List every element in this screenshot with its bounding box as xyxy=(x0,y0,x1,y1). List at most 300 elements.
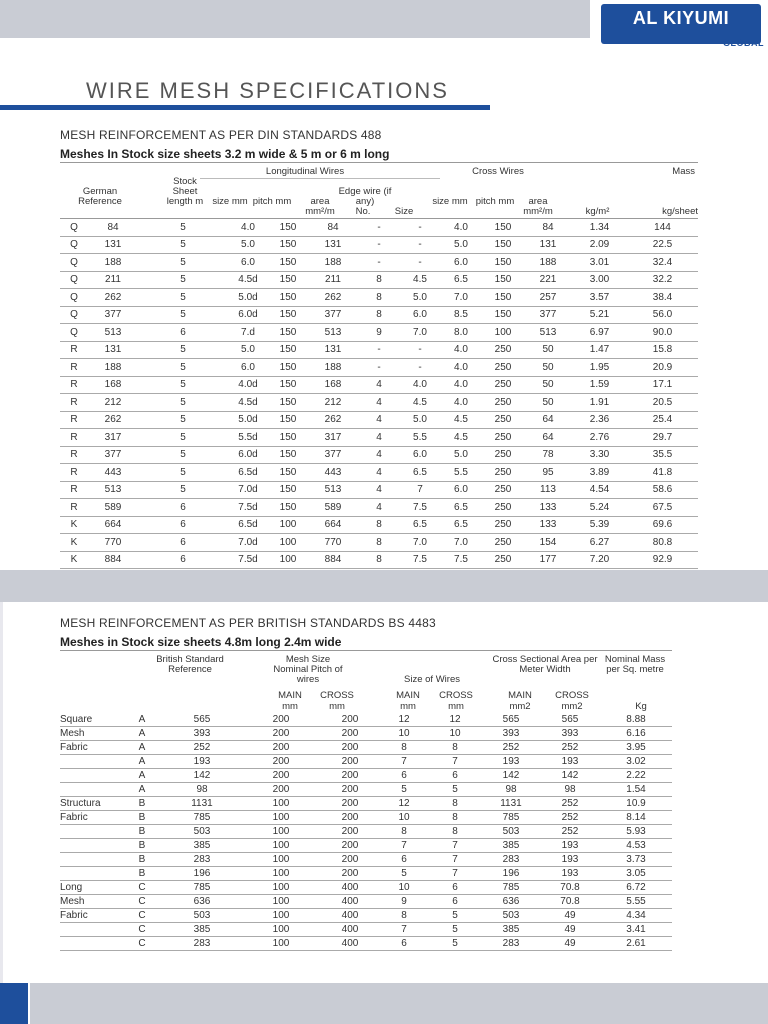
din-row xyxy=(60,481,698,499)
bs-row xyxy=(60,909,672,923)
din-header-edge-no: No. xyxy=(355,206,371,217)
din-header-mass: Mass xyxy=(672,166,695,177)
din-cell: 4.5 xyxy=(440,411,482,429)
bs-cell: 252 xyxy=(540,741,600,755)
din-header-edge-size: Size xyxy=(394,206,414,217)
din-cell: - xyxy=(400,341,440,359)
bs-cell: 8 xyxy=(380,825,428,839)
bs-cell: 200 xyxy=(320,727,380,741)
bs-cell: 142 xyxy=(482,769,540,783)
din-header-german-ref: German Reference xyxy=(78,186,122,207)
din-cell: 8.5 xyxy=(440,306,482,324)
bs-cell: 283 xyxy=(162,853,242,867)
din-cell: 1.91 xyxy=(572,394,627,412)
bs-cell: 400 xyxy=(320,937,380,951)
din-cell: 5 xyxy=(138,411,228,429)
bs-cell: 49 xyxy=(540,937,600,951)
din-cell: 84 xyxy=(524,219,572,236)
din-cell: 64 xyxy=(524,411,572,429)
bs-cell: B xyxy=(122,839,162,853)
din-cell: 1.95 xyxy=(572,359,627,377)
bs-cell xyxy=(60,825,122,839)
din-row xyxy=(60,376,698,394)
bs-cell: 100 xyxy=(242,853,320,867)
din-header-top-rule xyxy=(60,162,698,163)
bs-cell: 1131 xyxy=(162,797,242,811)
bs-cell: 785 xyxy=(162,811,242,825)
bs-section-subtitle: Meshes in Stock size sheets 4.8m long 2.4m wide xyxy=(60,635,342,649)
bs-cell: 252 xyxy=(482,741,540,755)
din-cell: R xyxy=(60,499,88,517)
din-cell: - xyxy=(400,219,440,236)
bs-cell: 283 xyxy=(482,853,540,867)
bs-cell xyxy=(60,937,122,951)
bs-cell: 200 xyxy=(242,769,320,783)
bs-cell: 193 xyxy=(482,755,540,769)
bs-row xyxy=(60,741,672,755)
din-cell: 5.0d xyxy=(228,289,268,307)
din-cell: 664 xyxy=(88,516,138,534)
din-cell: 6.5 xyxy=(400,516,440,534)
bs-cell xyxy=(60,755,122,769)
bs-cell: 252 xyxy=(540,797,600,811)
din-cell: 664 xyxy=(308,516,358,534)
bs-cell: 6 xyxy=(380,853,428,867)
bs-cell: 100 xyxy=(242,811,320,825)
din-cell: 6.0 xyxy=(228,359,268,377)
din-cell: 6.5d xyxy=(228,464,268,482)
bs-cell: 503 xyxy=(482,825,540,839)
din-cell: 513 xyxy=(524,324,572,342)
din-cell: 92.9 xyxy=(627,551,698,569)
bs-cell: 200 xyxy=(320,783,380,797)
din-cell: 7.0d xyxy=(228,534,268,552)
bs-row xyxy=(60,769,672,783)
din-cell: 4.0 xyxy=(228,219,268,236)
brand-subtitle: GLOBAL xyxy=(723,38,764,48)
bs-cell: 98 xyxy=(540,783,600,797)
din-header-stock-sheet: Stock Sheet length m xyxy=(166,176,204,207)
din-cell: 6.0d xyxy=(228,306,268,324)
din-cell: 5.0 xyxy=(400,289,440,307)
din-cell: 150 xyxy=(482,236,524,254)
din-cell: 168 xyxy=(88,376,138,394)
bs-cell xyxy=(60,783,122,797)
bs-cell: 100 xyxy=(242,797,320,811)
din-cell: 150 xyxy=(482,254,524,272)
din-header-cross: Cross Wires xyxy=(472,166,524,177)
din-row xyxy=(60,236,698,254)
bs-cell: 785 xyxy=(162,881,242,895)
din-cell: 4 xyxy=(358,411,400,429)
bs-row xyxy=(60,755,672,769)
bs-cell: A xyxy=(122,783,162,797)
bs-cell: 8 xyxy=(428,825,482,839)
din-cell: 95 xyxy=(524,464,572,482)
din-cell: 100 xyxy=(268,551,308,569)
din-row xyxy=(60,534,698,552)
bs-cell: 7 xyxy=(380,839,428,853)
bs-cell: B xyxy=(122,867,162,881)
bs-cell: 5 xyxy=(380,783,428,797)
din-cell: 250 xyxy=(482,376,524,394)
bs-cell: 6.16 xyxy=(600,727,672,741)
bs-cell: 6.72 xyxy=(600,881,672,895)
din-cell: 5 xyxy=(138,219,228,236)
din-cell: 770 xyxy=(88,534,138,552)
bs-cell: 283 xyxy=(482,937,540,951)
bs-cell: 385 xyxy=(482,923,540,937)
din-cell: 50 xyxy=(524,394,572,412)
din-cell: 250 xyxy=(482,394,524,412)
bs-header-main-2: MAIN xyxy=(396,690,420,701)
bs-cell: 5 xyxy=(380,867,428,881)
din-cell: 150 xyxy=(268,341,308,359)
din-cell: 6.5 xyxy=(440,271,482,289)
bs-cell: 4.34 xyxy=(600,909,672,923)
din-cell: 100 xyxy=(268,516,308,534)
bs-cell: 400 xyxy=(320,881,380,895)
din-cell: 6.27 xyxy=(572,534,627,552)
din-row xyxy=(60,446,698,464)
din-cell: 4.0 xyxy=(440,341,482,359)
din-cell: K xyxy=(60,534,88,552)
din-cell: 150 xyxy=(482,271,524,289)
din-cell: 212 xyxy=(308,394,358,412)
bs-cell: 5 xyxy=(428,909,482,923)
din-cell: 6.0 xyxy=(400,306,440,324)
din-cell: 262 xyxy=(88,411,138,429)
din-cell: 8 xyxy=(358,551,400,569)
bs-cell: 12 xyxy=(380,797,428,811)
bs-row xyxy=(60,713,672,727)
din-header-cross-area: area mm²/m xyxy=(523,196,553,217)
brand-name: AL KIYUMI xyxy=(632,8,730,28)
din-cell: 56.0 xyxy=(627,306,698,324)
din-cell: 150 xyxy=(268,499,308,517)
bs-unit-mm-2: mm xyxy=(329,701,345,712)
bs-cell: 142 xyxy=(540,769,600,783)
bs-cell: 1.54 xyxy=(600,783,672,797)
din-cell: 4.0 xyxy=(440,376,482,394)
bs-unit-kg: Kg xyxy=(635,701,647,712)
din-cell: 150 xyxy=(268,394,308,412)
din-cell: 5.0 xyxy=(440,446,482,464)
din-cell: 4.0 xyxy=(400,376,440,394)
bs-cell: 8 xyxy=(380,909,428,923)
din-row xyxy=(60,324,698,342)
din-cell: 35.5 xyxy=(627,446,698,464)
bs-cell: C xyxy=(122,881,162,895)
din-cell: 377 xyxy=(88,306,138,324)
bs-cell: 3.05 xyxy=(600,867,672,881)
bs-cell: 200 xyxy=(242,755,320,769)
din-cell: - xyxy=(358,341,400,359)
bs-cell: 200 xyxy=(320,713,380,727)
bs-cell: 10 xyxy=(428,727,482,741)
din-cell: 6.5 xyxy=(400,464,440,482)
bs-cell: 4.53 xyxy=(600,839,672,853)
din-cell: 6.5d xyxy=(228,516,268,534)
din-cell: 3.57 xyxy=(572,289,627,307)
din-cell: Q xyxy=(60,289,88,307)
din-cell: 1.47 xyxy=(572,341,627,359)
din-cell: 4.5 xyxy=(440,429,482,447)
din-cell: 4 xyxy=(358,464,400,482)
bs-header-area: Cross Sectional Area per Meter Width xyxy=(492,654,598,675)
din-cell: Q xyxy=(60,219,88,236)
din-cell: 4.0 xyxy=(440,394,482,412)
din-cell: 150 xyxy=(268,306,308,324)
bs-row xyxy=(60,825,672,839)
din-cell: 513 xyxy=(308,481,358,499)
din-cell: 5 xyxy=(138,464,228,482)
din-cell: 144 xyxy=(627,219,698,236)
footer-blue-block xyxy=(0,983,28,1024)
bs-unit-mm-1: mm xyxy=(282,701,298,712)
din-cell: 3.00 xyxy=(572,271,627,289)
din-cell: 150 xyxy=(268,324,308,342)
bs-cell: 565 xyxy=(540,713,600,727)
din-cell: 133 xyxy=(524,499,572,517)
din-cell: 770 xyxy=(308,534,358,552)
din-cell: 513 xyxy=(308,324,358,342)
din-row xyxy=(60,341,698,359)
din-cell: 38.4 xyxy=(627,289,698,307)
din-cell: 5.24 xyxy=(572,499,627,517)
din-cell: 377 xyxy=(308,446,358,464)
bs-cell: Fabric xyxy=(60,811,122,825)
din-cell: 154 xyxy=(524,534,572,552)
din-cell: R xyxy=(60,464,88,482)
bs-cell: 200 xyxy=(320,839,380,853)
bs-row xyxy=(60,923,672,937)
din-cell: 7.0 xyxy=(440,289,482,307)
din-cell: 150 xyxy=(268,271,308,289)
bs-cell: 200 xyxy=(242,741,320,755)
din-cell: 15.8 xyxy=(627,341,698,359)
bs-cell xyxy=(60,867,122,881)
din-cell: R xyxy=(60,394,88,412)
din-cell: 8 xyxy=(358,271,400,289)
bs-cell: 3.95 xyxy=(600,741,672,755)
din-cell: 212 xyxy=(88,394,138,412)
bs-cell: 400 xyxy=(320,895,380,909)
bs-cell: C xyxy=(122,895,162,909)
bs-header-mass: Nominal Mass per Sq. metre xyxy=(604,654,666,675)
din-cell: R xyxy=(60,411,88,429)
din-cell: 4.0d xyxy=(228,376,268,394)
din-cell: 377 xyxy=(88,446,138,464)
din-cell: Q xyxy=(60,236,88,254)
bs-cell: 7 xyxy=(428,755,482,769)
din-cell: 4.54 xyxy=(572,481,627,499)
bs-cell: C xyxy=(122,923,162,937)
din-cell: 443 xyxy=(88,464,138,482)
bs-cell: 393 xyxy=(162,727,242,741)
din-table xyxy=(60,219,698,569)
bs-cell: 10 xyxy=(380,727,428,741)
din-cell: - xyxy=(358,254,400,272)
din-row xyxy=(60,464,698,482)
din-cell: 90.0 xyxy=(627,324,698,342)
din-cell: 5.0 xyxy=(400,411,440,429)
bs-cell: 100 xyxy=(242,825,320,839)
din-cell: 131 xyxy=(88,341,138,359)
din-cell: 100 xyxy=(268,534,308,552)
bs-cell: 200 xyxy=(320,741,380,755)
bs-cell: 5 xyxy=(428,923,482,937)
din-cell: 4.5 xyxy=(400,271,440,289)
bs-cell: 12 xyxy=(428,713,482,727)
bs-cell: 6 xyxy=(428,769,482,783)
din-cell: 7.5 xyxy=(440,551,482,569)
bs-cell: 636 xyxy=(482,895,540,909)
din-row xyxy=(60,499,698,517)
bs-cell: 193 xyxy=(540,839,600,853)
din-cell: 317 xyxy=(308,429,358,447)
bs-cell: B xyxy=(122,853,162,867)
din-cell: 250 xyxy=(482,429,524,447)
din-cell: 6.5 xyxy=(440,499,482,517)
bs-cell: 200 xyxy=(320,769,380,783)
din-cell: 250 xyxy=(482,551,524,569)
bs-cell: 2.61 xyxy=(600,937,672,951)
bs-row xyxy=(60,853,672,867)
din-header-cross-pitch: pitch mm xyxy=(475,196,515,207)
bs-cell: 7 xyxy=(428,853,482,867)
bs-table xyxy=(60,713,672,951)
din-cell: 2.09 xyxy=(572,236,627,254)
din-cell: 250 xyxy=(482,341,524,359)
din-cell: 6.0 xyxy=(228,254,268,272)
din-cell: 150 xyxy=(268,411,308,429)
bs-cell: 6 xyxy=(380,937,428,951)
din-cell: - xyxy=(358,236,400,254)
din-cell: 3.30 xyxy=(572,446,627,464)
din-cell: 6 xyxy=(138,516,228,534)
din-cell: 5 xyxy=(138,341,228,359)
bs-header-top-rule xyxy=(60,650,672,651)
bs-cell: 6 xyxy=(428,881,482,895)
bs-cell: 5 xyxy=(428,783,482,797)
bs-cell: 98 xyxy=(482,783,540,797)
din-cell: 6 xyxy=(138,534,228,552)
bs-row xyxy=(60,895,672,909)
din-row xyxy=(60,306,698,324)
bs-cell: 200 xyxy=(242,783,320,797)
din-cell: 5.5 xyxy=(400,429,440,447)
din-cell: 188 xyxy=(88,254,138,272)
din-cell: 6.0 xyxy=(440,481,482,499)
din-cell: 64 xyxy=(524,429,572,447)
din-cell: R xyxy=(60,429,88,447)
bs-cell: 12 xyxy=(380,713,428,727)
din-cell: Q xyxy=(60,306,88,324)
din-row xyxy=(60,289,698,307)
din-cell: 7.20 xyxy=(572,551,627,569)
din-cell: 4.5d xyxy=(228,394,268,412)
bs-cell: 252 xyxy=(540,825,600,839)
din-cell: 443 xyxy=(308,464,358,482)
bs-cell: 5.93 xyxy=(600,825,672,839)
din-cell: 5 xyxy=(138,254,228,272)
din-cell: K xyxy=(60,551,88,569)
din-cell: 150 xyxy=(268,481,308,499)
bs-cell: 636 xyxy=(162,895,242,909)
din-cell: 9 xyxy=(358,324,400,342)
din-cell: 884 xyxy=(88,551,138,569)
bs-cell: Fabric xyxy=(60,909,122,923)
bs-unit-mm2-2: mm2 xyxy=(561,701,583,712)
bs-row xyxy=(60,727,672,741)
bs-cell: A xyxy=(122,713,162,727)
bs-row xyxy=(60,839,672,853)
din-cell: 4 xyxy=(358,429,400,447)
din-cell: - xyxy=(400,359,440,377)
bs-cell: 3.02 xyxy=(600,755,672,769)
bs-cell: 100 xyxy=(242,923,320,937)
bs-header-cross-3: CROSS xyxy=(555,690,589,701)
bs-cell: Structura xyxy=(60,797,122,811)
din-cell: 7.5 xyxy=(400,551,440,569)
din-section-subtitle: Meshes In Stock size sheets 3.2 m wide & 5 m or 6 m long xyxy=(60,147,390,161)
bs-cell: 283 xyxy=(162,937,242,951)
bs-cell: 49 xyxy=(540,909,600,923)
din-header-long-rule xyxy=(200,178,440,179)
din-cell: 131 xyxy=(88,236,138,254)
din-row xyxy=(60,359,698,377)
bs-cell: A xyxy=(122,755,162,769)
bs-cell: A xyxy=(122,769,162,783)
bs-cell: 3.41 xyxy=(600,923,672,937)
bs-cell: 100 xyxy=(242,909,320,923)
bs-cell: 385 xyxy=(162,923,242,937)
top-banner xyxy=(0,0,590,38)
bs-cell: 400 xyxy=(320,923,380,937)
bs-cell xyxy=(60,923,122,937)
footer-band xyxy=(30,983,768,1024)
bs-cell: Mesh xyxy=(60,727,122,741)
bs-cell: 8 xyxy=(428,741,482,755)
din-cell: 250 xyxy=(482,411,524,429)
bs-cell: 98 xyxy=(162,783,242,797)
title-underline xyxy=(0,105,490,110)
bs-cell: 100 xyxy=(242,867,320,881)
bs-cell: 10 xyxy=(380,881,428,895)
bs-cell: 252 xyxy=(162,741,242,755)
bs-cell: 393 xyxy=(482,727,540,741)
bs-cell: 5 xyxy=(428,937,482,951)
bs-unit-mm-3: mm xyxy=(400,701,416,712)
din-cell: 41.8 xyxy=(627,464,698,482)
din-cell: 188 xyxy=(88,359,138,377)
din-cell: 50 xyxy=(524,341,572,359)
bs-cell: 3.73 xyxy=(600,853,672,867)
din-cell: 8.0 xyxy=(440,324,482,342)
bs-cell: 785 xyxy=(482,811,540,825)
bs-cell: B xyxy=(122,825,162,839)
din-header-cross-size: size mm xyxy=(432,196,468,207)
bs-cell: Square xyxy=(60,713,122,727)
bs-cell: 10.9 xyxy=(600,797,672,811)
din-cell: R xyxy=(60,481,88,499)
din-cell: 6 xyxy=(138,499,228,517)
bs-cell: 70.8 xyxy=(540,881,600,895)
din-row xyxy=(60,394,698,412)
din-cell: 150 xyxy=(268,376,308,394)
din-cell: 4 xyxy=(358,481,400,499)
